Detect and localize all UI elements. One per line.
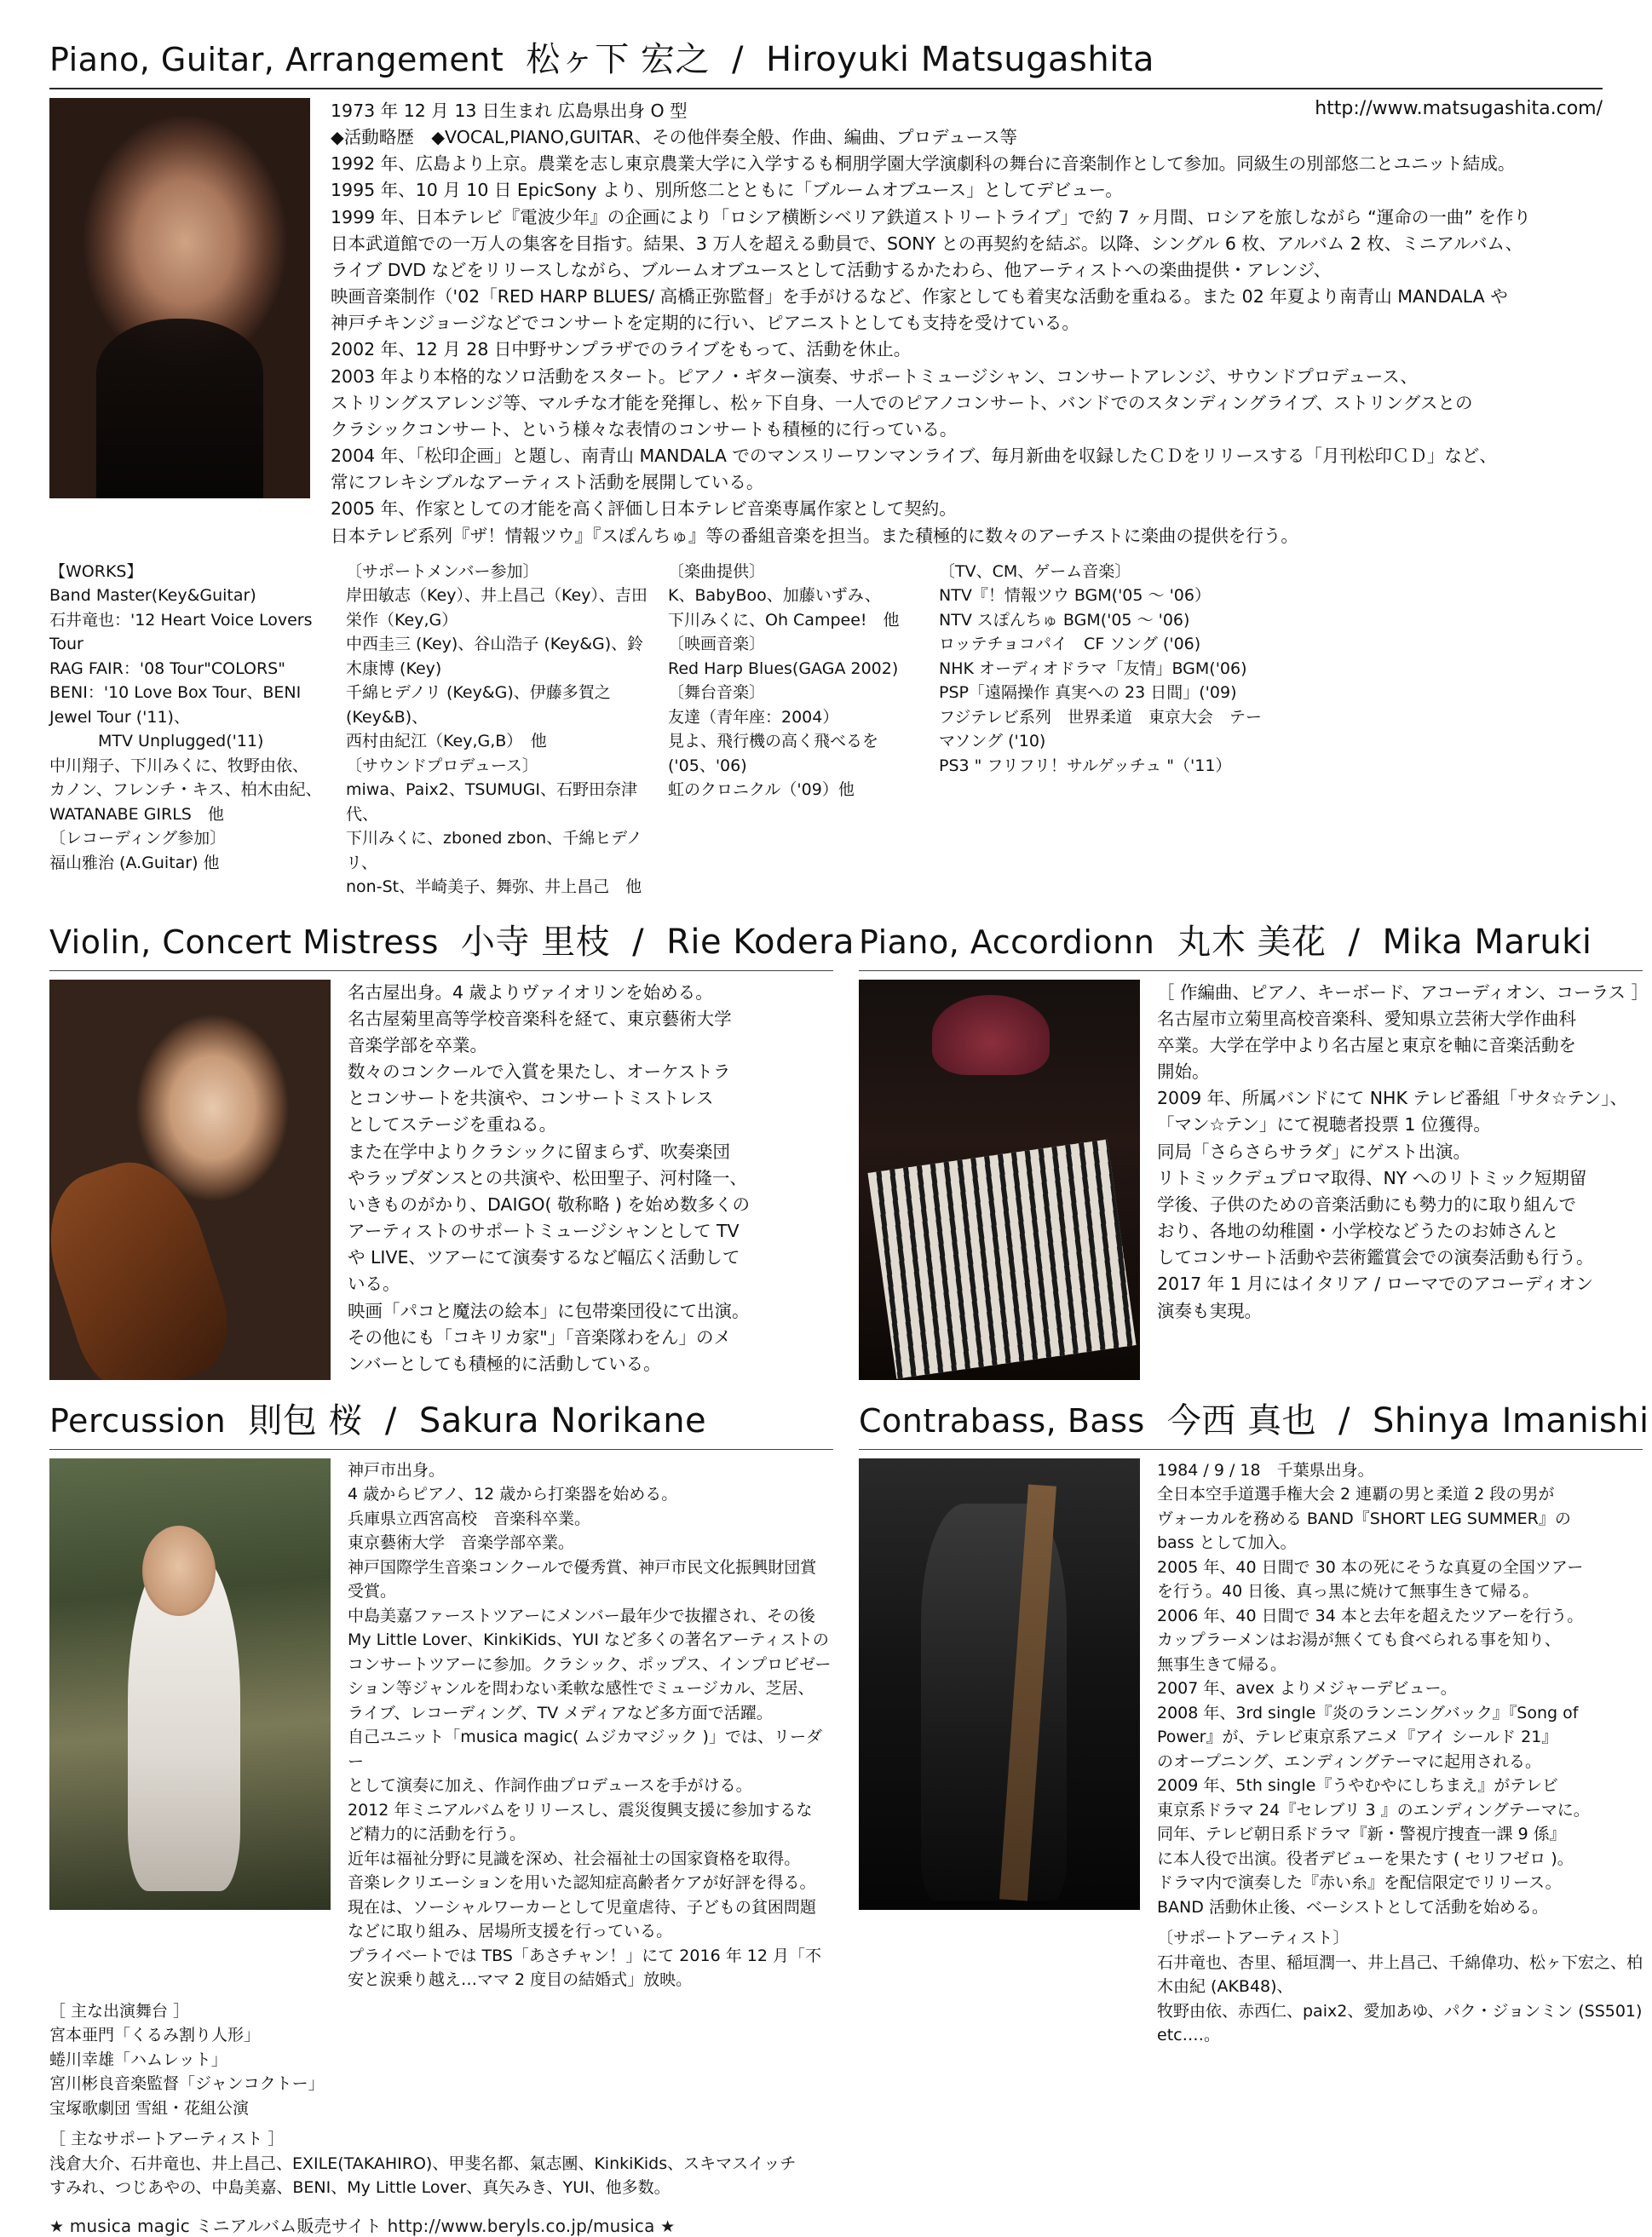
artist-bio-matsugashita — [331, 124, 1603, 549]
bio-line: 1999 年、日本テレビ『電波少年』の企画により「ロシア横断シベリア鉄道ストリートライブ」で約 7 ヶ月間、ロシアを旅しながら “運命の一曲” を作り — [331, 206, 1531, 227]
artist-name-jp: 今西 真也 — [1166, 1400, 1317, 1441]
artist-name-separator: / — [1348, 922, 1361, 962]
section-heading-imanishi — [859, 1394, 1649, 1442]
bio-line: 全日本空手道選手権大会 2 連覇の男と柔道 2 段の男が — [1157, 1485, 1555, 1504]
artist-section-maruki — [859, 915, 1649, 1380]
bio-line: してコンサート活動や芸術鑑賞会での演奏活動も行う。 — [1157, 1247, 1594, 1268]
works-line: 岸田敏志（Key）、井上昌己（Key）、吉田栄作（Key,G） — [346, 586, 648, 630]
artist-bio-kodera — [348, 980, 833, 1377]
works-column-3 — [668, 560, 924, 900]
artist-name-en: Mika Maruki — [1382, 922, 1592, 962]
artist-name-separator: / — [632, 922, 645, 962]
list-item: 石井竜也、杏里、稲垣潤一、井上昌己、千綿偉功、松ヶ下宏之、柏木由紀 (AKB48)、 — [1157, 1952, 1643, 1997]
bio-line: 受賞。 — [348, 1582, 397, 1602]
bio-line: ライブ DVD などをリリースしながら、ブルームオブユースとして活動するかたわら、他アーティストへの楽曲提供・アレンジ、 — [331, 259, 1332, 280]
bio-line: 神戸市出身。 — [348, 1460, 446, 1480]
artist-photo-maruki — [859, 980, 1140, 1380]
artist-name-jp: 丸木 美花 — [1177, 922, 1327, 962]
section-heading-norikane — [49, 1394, 833, 1442]
works-column-4 — [939, 560, 1275, 900]
works-line: 〔舞台音楽〕 — [668, 683, 766, 703]
bio-line: 名古屋出身。4 歳よりヴァイオリンを始める。 — [348, 981, 713, 1003]
bio-line: 日本武道館での一万人の集客を目指す。結果、3 万人を超える動員で、SONY との再契約を結ぶ。以降、シングル 6 枚、アルバム 2 枚、ミニアルバム、 — [331, 233, 1523, 254]
list-item: 牧野由依、赤西仁、paix2、愛加あゆ、パク・ジョンミン (SS501) etc‥‥。 — [1157, 2001, 1643, 2045]
works-line: 見よ、飛行機の高く飛べるを ('05、'06) — [668, 732, 879, 775]
artist-name-separator: / — [384, 1400, 397, 1441]
bio-line: 東京系ドラマ 24『セレブリ 3 』のエンディングテーマに。 — [1157, 1800, 1590, 1820]
bio-line: 安と涙乗り越え…ママ 2 度目の結婚式」放映。 — [348, 1970, 693, 1990]
artist-bio-imanishi — [1157, 1458, 1643, 1920]
bio-line: 常にフレキシブルなアーティスト活動を展開している。 — [331, 472, 764, 493]
bio-line: 名古屋市立菊里高校音楽科、愛知県立芸術大学作曲科 — [1157, 1008, 1576, 1029]
works-line: Red Harp Blues(GAGA 2002) — [668, 658, 899, 678]
bio-line: を行う。40 日後、真っ黒に焼けて無事生きて帰る。 — [1157, 1582, 1540, 1602]
list-title: ［ 主なサポートアーティスト ］ — [49, 2130, 285, 2149]
bio-line: プライベートでは TBS「あさチャン！」にて 2016 年 12 月「不 — [348, 1946, 821, 1965]
bio-line: 1984 / 9 / 18 千葉県出身。 — [1157, 1460, 1374, 1480]
artist-photo-kodera — [49, 980, 331, 1380]
list-title: ［ 主な出演舞台 ］ — [49, 2001, 190, 2021]
works-line: 〔サポートメンバー参加〕 — [346, 561, 539, 581]
works-line: RAG FAIR：'08 Tour"COLORS" — [49, 658, 285, 678]
artist-name-jp: 小寺 里枝 — [460, 922, 611, 962]
works-line: ロッテチョコパイ CF ソング ('06) — [939, 635, 1201, 654]
norikane-support-list — [49, 2127, 833, 2200]
artist-name-separator: / — [732, 40, 744, 79]
works-column-2 — [346, 560, 653, 900]
works-line: フジテレビ系列 世界柔道 東京大会 テーマソング ('10) — [939, 707, 1262, 751]
bio-line: ライブ、レコーディング、TV メディアなど多方面で活躍。 — [348, 1703, 773, 1722]
bio-line: 2009 年、所属バンドにて NHK テレビ番組「サタ☆テン」、 — [1157, 1088, 1628, 1109]
divider — [49, 88, 1603, 89]
bio-line: ンバーとしても積極的に活動している。 — [348, 1353, 661, 1374]
bio-line: 1992 年、広島より上京。農業を志し東京農業大学に入学するも桐朋学園大学演劇科の舞台に音楽制作として参加。同級生の別部悠二とユニット結成。 — [331, 153, 1516, 175]
list-item: 宝塚歌劇団 雪組・花組公演 — [49, 2098, 250, 2118]
works-line: 友達（青年座：2004） — [668, 707, 839, 727]
bio-line: 音楽レクリエーションを用いた認知症高齢者ケアが好評を得る。 — [348, 1873, 816, 1893]
works-line: 福山雅治 (A.Guitar) 他 — [49, 853, 220, 872]
star-icon-left: ★ — [49, 2217, 65, 2236]
bio-line: 2008 年、3rd single『炎のランニングバック』『Song of — [1157, 1703, 1579, 1722]
works-line: BENI：'10 Love Box Tour、BENI Jewel Tour ('11)、 — [49, 683, 302, 727]
bio-line: クラシックコンサート、という様々な表情のコンサートも積極的に行っている。 — [331, 418, 958, 440]
works-line: MTV Unplugged('11) — [49, 732, 264, 751]
works-line: Band Master(Key&Guitar) — [49, 586, 256, 606]
works-line: 西村由紀江（Key,G,B） 他 — [346, 732, 547, 751]
artist-section-norikane — [49, 1394, 833, 2200]
artist-role: Contrabass, Bass — [859, 1401, 1145, 1440]
bio-line: コンサートツアーに参加。クラシック、ポップス、インプロビゼー — [348, 1654, 832, 1674]
bio-line: 2007 年、avex よりメジャーデビュー。 — [1157, 1679, 1457, 1699]
artist-name-jp: 則包 桜 — [248, 1400, 363, 1441]
bio-line: のオープニング、エンディングテーマに起用される。 — [1157, 1751, 1542, 1771]
bio-line: などに取り組み、居場所支援を行っている。 — [348, 1922, 673, 1941]
bio-line: 2004 年、「松印企画」と題し、南青山 MANDALA でのマンスリーワンマンライブ、毎月新曲を収録したＣＤをリリースする「月刊松印ＣＤ」など、 — [331, 446, 1497, 467]
works-line: 千綿ヒデノリ (Key&G)、伊藤多賀之 (Key&B)、 — [346, 683, 611, 727]
bio-line: 4 歳からピアノ、12 歳から打楽器を始める。 — [348, 1485, 678, 1504]
star-icon-right: ★ — [660, 2217, 676, 2236]
bio-line: として演奏に加え、作詞作曲プロデュースを手がける。 — [348, 1776, 752, 1796]
artist-section-kodera — [49, 915, 855, 1380]
artist-section-imanishi — [859, 1394, 1649, 2200]
bio-line: 名古屋菊里高等学校音楽科を経て、東京藝術大学 — [348, 1008, 732, 1029]
bio-line: 東京藝術大学 音楽学部卒業。 — [348, 1533, 575, 1553]
artist-role: Percussion — [49, 1401, 227, 1440]
works-line: K、BabyBoo、加藤いずみ、 — [668, 586, 881, 606]
works-line: miwa、Paix2、TSUMUGI、石野田奈津代、 — [346, 780, 638, 824]
birth-line: 1973 年 12 月 13 日生まれ 広島県出身 O 型 — [331, 101, 688, 121]
list-item: 宮本亜門「くるみ割り人形」 — [49, 2026, 261, 2045]
works-line: 虹のクロニクル（'09）他 — [668, 780, 855, 800]
bio-line: 「マン☆テン」にて視聴者投票 1 位獲得。 — [1157, 1114, 1491, 1136]
bio-line: 卒業。大学在学中より名古屋と東京を軸に音楽活動を — [1157, 1034, 1576, 1055]
works-line: 下川みくに、Oh Campee! 他 — [668, 610, 900, 630]
artist-photo-matsugashita — [49, 98, 310, 498]
divider — [859, 970, 1643, 971]
bio-line: bass として加入。 — [1157, 1533, 1297, 1553]
artist-bio-maruki — [1157, 980, 1649, 1325]
artist-name-en: Hiroyuki Matsugashita — [766, 40, 1155, 79]
bio-line: 神戸チキンジョージなどでコンサートを定期的に行い、ピアニストとしても支持を受けている。 — [331, 313, 1079, 334]
norikane-stage-list — [49, 1999, 833, 2121]
bio-line: 映画「パコと魔法の絵本」に包帯楽団役にて出演。 — [348, 1300, 750, 1321]
bio-line: 無事生きて帰る。 — [1157, 1654, 1287, 1674]
artist-bio-norikane — [348, 1458, 833, 1993]
bio-line: その他にも「コキリカ家"」「音楽隊わをん」のメ — [348, 1326, 731, 1348]
artist-section-matsugashita — [49, 32, 1603, 900]
section-heading-kodera — [49, 915, 855, 963]
bio-line: BAND 活動休止後、ベーシストとして活動を始める。 — [1157, 1897, 1548, 1917]
works-line: PSP「遠隔操作 真実への 23 日間」('09) — [939, 683, 1237, 703]
works-line: 〔サウンドプロデュース〕 — [346, 756, 538, 775]
bio-line: やラップダンスとの共演や、松田聖子、河村隆一、 — [348, 1167, 747, 1188]
bio-line: としてステージを重ねる。 — [348, 1114, 557, 1136]
works-line: 〔楽曲提供〕 — [668, 561, 766, 581]
bio-line: ど精力的に活動を行う。 — [348, 1825, 527, 1844]
bio-line: 神戸国際学生音楽コンクールで優秀賞、神戸市民文化振興財団賞 — [348, 1557, 817, 1577]
divider — [49, 970, 833, 971]
list-item: すみれ、つじあやの、中島美嘉、BENI、My Little Lover、真矢みき、YUI、他多数。 — [49, 2178, 671, 2198]
imanishi-support-list — [1157, 1926, 1643, 2048]
artist-name-en: Sakura Norikane — [418, 1400, 707, 1441]
bio-line: My Little Lover、KinkiKids、YUI など多くの著名アーティストの — [348, 1630, 829, 1650]
section-heading-matsugashita — [49, 32, 1603, 81]
works-line: 中川翔子、下川みくに、牧野由依、 — [49, 756, 309, 775]
bio-line: 同局「さらさらサラダ」にゲスト出演。 — [1157, 1141, 1471, 1162]
artist-name-jp: 松ヶ下 宏之 — [526, 40, 711, 79]
bio-line: 音楽学部を卒業。 — [348, 1034, 487, 1055]
works-line: NTV『！情報ツウ BGM('05 〜 '06） — [939, 586, 1211, 606]
list-item: 蜷川幸雄「ハムレット」 — [49, 2050, 227, 2069]
works-line: NTV スぽんちゅ BGM('05 〜 '06) — [939, 610, 1190, 630]
bio-line: 日本テレビ系列『ザ！情報ツウ』『スぽんちゅ』等の番組音楽を担当。また積極的に数々のアーチストに楽曲の提供を行う。 — [331, 525, 1298, 546]
works-line: 〔レコーディング参加〕 — [49, 829, 227, 848]
bio-line: 2005 年、作家としての才能を高く評価し日本テレビ音楽専属作家として契約。 — [331, 498, 957, 520]
bio-line: 2002 年、12 月 28 日中野サンプラザでのライブをもって、活動を休止。 — [331, 339, 912, 360]
bio-line: 現在は、ソーシャルワーカーとして児童虐待、子どもの貧困問題 — [348, 1897, 816, 1917]
footer-note — [49, 2212, 1603, 2237]
section-heading-maruki — [859, 915, 1643, 963]
artist-name-separator: / — [1338, 1400, 1350, 1441]
bio-line: ドラマ内で演奏した『赤い糸』を配信限定でリリース。 — [1157, 1873, 1562, 1893]
artist-role: Piano, Guitar, Arrangement — [49, 41, 504, 78]
artist-birth-info — [331, 98, 688, 124]
bio-line: 開始。 — [1157, 1061, 1210, 1083]
bio-line: 学後、子供のための音楽活動にも勢力的に取り組んで — [1157, 1193, 1576, 1215]
bio-line: リトミックデュプロマ取得、NY へのリトミック短期留 — [1157, 1167, 1587, 1188]
works-line: 【WORKS】 — [49, 561, 143, 581]
bio-line: 兵庫県立西宮高校 音楽科卒業。 — [348, 1509, 591, 1528]
bio-line: や LIVE、ツアーにて演奏するなど幅広く活動して — [348, 1247, 740, 1268]
bio-line: ション等ジャンルを問わない柔軟な感性でミュージカル、芝居、 — [348, 1679, 814, 1699]
works-line: カノン、フレンチ・キス、柏木由紀、 — [49, 780, 322, 800]
footer-url[interactable]: http://www.beryls.co.jp/musica — [387, 2215, 655, 2236]
bio-line: に本人役で出演。役者デビューを果たす ( セリフゼロ )。 — [1157, 1849, 1574, 1868]
bio-line: アーティストのサポートミュージシャンとして TV — [348, 1221, 740, 1242]
bio-line: おり、各地の幼稚園・小学校などうたのお姉さんと — [1157, 1221, 1559, 1242]
bio-line: 2003 年より本格的なソロ活動をスタート。ピアノ・ギター演奏、サポートミュージシャン、コンサートアレンジ、サウンドプロデュース、 — [331, 365, 1418, 387]
bio-line: 自己ユニット「musica magic( ムジカマジック )」では、リーダー — [348, 1728, 822, 1771]
bio-line: Power』が、テレビ東京系アニメ『アイ シールド 21』 — [1157, 1728, 1558, 1747]
works-line: 下川みくに、zboned zbon、千綿ヒデノリ、 — [346, 829, 642, 872]
artist-name-en: Rie Kodera — [666, 922, 855, 962]
bio-line: 同年、テレビ朝日系ドラマ『新・警視庁捜査一課 9 係』 — [1157, 1825, 1566, 1844]
bio-line: 中島美嘉ファーストツアーにメンバー最年少で抜擢され、その後 — [348, 1606, 815, 1625]
works-column-1 — [49, 560, 331, 900]
list-item: 宮川彬良音楽監督「ジャンコクトー」 — [49, 2074, 325, 2094]
bio-line: 2006 年、40 日間で 34 本と去年を超えたツアーを行う。 — [1157, 1606, 1584, 1625]
bio-line: いる。 — [348, 1274, 400, 1295]
divider — [859, 1449, 1643, 1450]
bio-line: 2009 年、5th single『うやむやにしちまえ』がテレビ — [1157, 1776, 1558, 1796]
artist-role: Piano, Accordionn — [859, 923, 1155, 961]
list-title: 〔サポートアーティスト〕 — [1157, 1929, 1350, 1948]
artist-photo-norikane — [49, 1458, 331, 1910]
bio-line: 2012 年ミニアルバムをリリースし、震災復興支援に参加するな — [348, 1800, 813, 1820]
works-line: 〔TV、CM、ゲーム音楽〕 — [939, 561, 1131, 581]
footer-text: musica magic ミニアルバム販売サイト — [69, 2215, 383, 2236]
works-line: 石井竜也：'12 Heart Voice Lovers Tour — [49, 610, 313, 654]
artist-name-en: Shinya Imanishi — [1373, 1400, 1649, 1441]
bio-line: 近年は福祉分野に見識を深め、社会福祉士の国家資格を取得。 — [348, 1849, 801, 1868]
bio-line: 映画音楽制作（'02「RED HARP BLUES/ 高橋正弥監督」を手がけるなど、作家としても着実な活動を重ねる。また 02 年夏より南青山 MANDALA や — [331, 286, 1508, 308]
bio-line: ［ 作編曲、ピアノ、キーボード、アコーディオン、コーラス ］ — [1157, 981, 1649, 1003]
bio-line: ストリングスアレンジ等、マルチな才能を発揮し、松ヶ下自身、一人でのピアノコンサート、バンドでのスタンディングライブ、ストリングスとの — [331, 392, 1473, 413]
bio-line: 数々のコンクールで入賞を果たし、オーケストラ — [348, 1061, 731, 1083]
artist-photo-imanishi — [859, 1458, 1140, 1910]
artist-website-url[interactable]: http://www.matsugashita.com/ — [1315, 98, 1603, 119]
bio-line: カップラーメンはお湯が無くても食べられる事を知り、 — [1157, 1630, 1561, 1650]
bio-line: とコンサートを共演や、コンサートミストレス — [348, 1088, 714, 1109]
works-line: WATANABE GIRLS 他 — [49, 804, 224, 824]
works-columns — [49, 560, 1603, 900]
works-line: 〔映画音楽〕 — [668, 635, 766, 654]
bio-line: 1995 年、10 月 10 日 EpicSony より、別所悠二とともに「ブルームオブユース」としてデビュー。 — [331, 180, 1123, 201]
list-item: 浅倉大介、石井竜也、井上昌己、EXILE(TAKAHIRO)、甲斐名都、氣志團、KinkiKids、スキマスイッチ — [49, 2154, 797, 2173]
bio-line: 演奏も実現。 — [1157, 1300, 1262, 1321]
works-line: non-St、半崎美子、舞弥、井上昌己 他 — [346, 877, 642, 897]
works-line: PS3 " フリフリ！サルゲッチュ "（'11） — [939, 756, 1232, 775]
divider — [49, 1449, 833, 1450]
bio-line: また在学中よりクラシックに留まらず、吹奏楽団 — [348, 1141, 730, 1162]
bio-line: ◆活動略歴 ◆VOCAL,PIANO,GUITAR、その他伴奏全般、作曲、編曲、プロデュース等 — [331, 127, 1018, 148]
artist-role: Violin, Concert Mistress — [49, 923, 439, 961]
works-line: 中西圭三 (Key)、谷山浩子 (Key&G)、鈴木康博 (Key) — [346, 635, 644, 678]
bio-line: 2005 年、40 日間で 30 本の死にそうな真夏の全国ツアー — [1157, 1557, 1584, 1577]
works-line: NHK オーディオドラマ「友情」BGM('06) — [939, 658, 1247, 678]
bio-line: ヴォーカルを務める BAND『SHORT LEG SUMMER』の — [1157, 1509, 1571, 1528]
bio-line: 2017 年 1 月にはイタリア / ローマでのアコーディオン — [1157, 1274, 1594, 1295]
bio-line: いきものがかり、DAIGO( 敬称略 ) を始め数多くの — [348, 1193, 751, 1215]
